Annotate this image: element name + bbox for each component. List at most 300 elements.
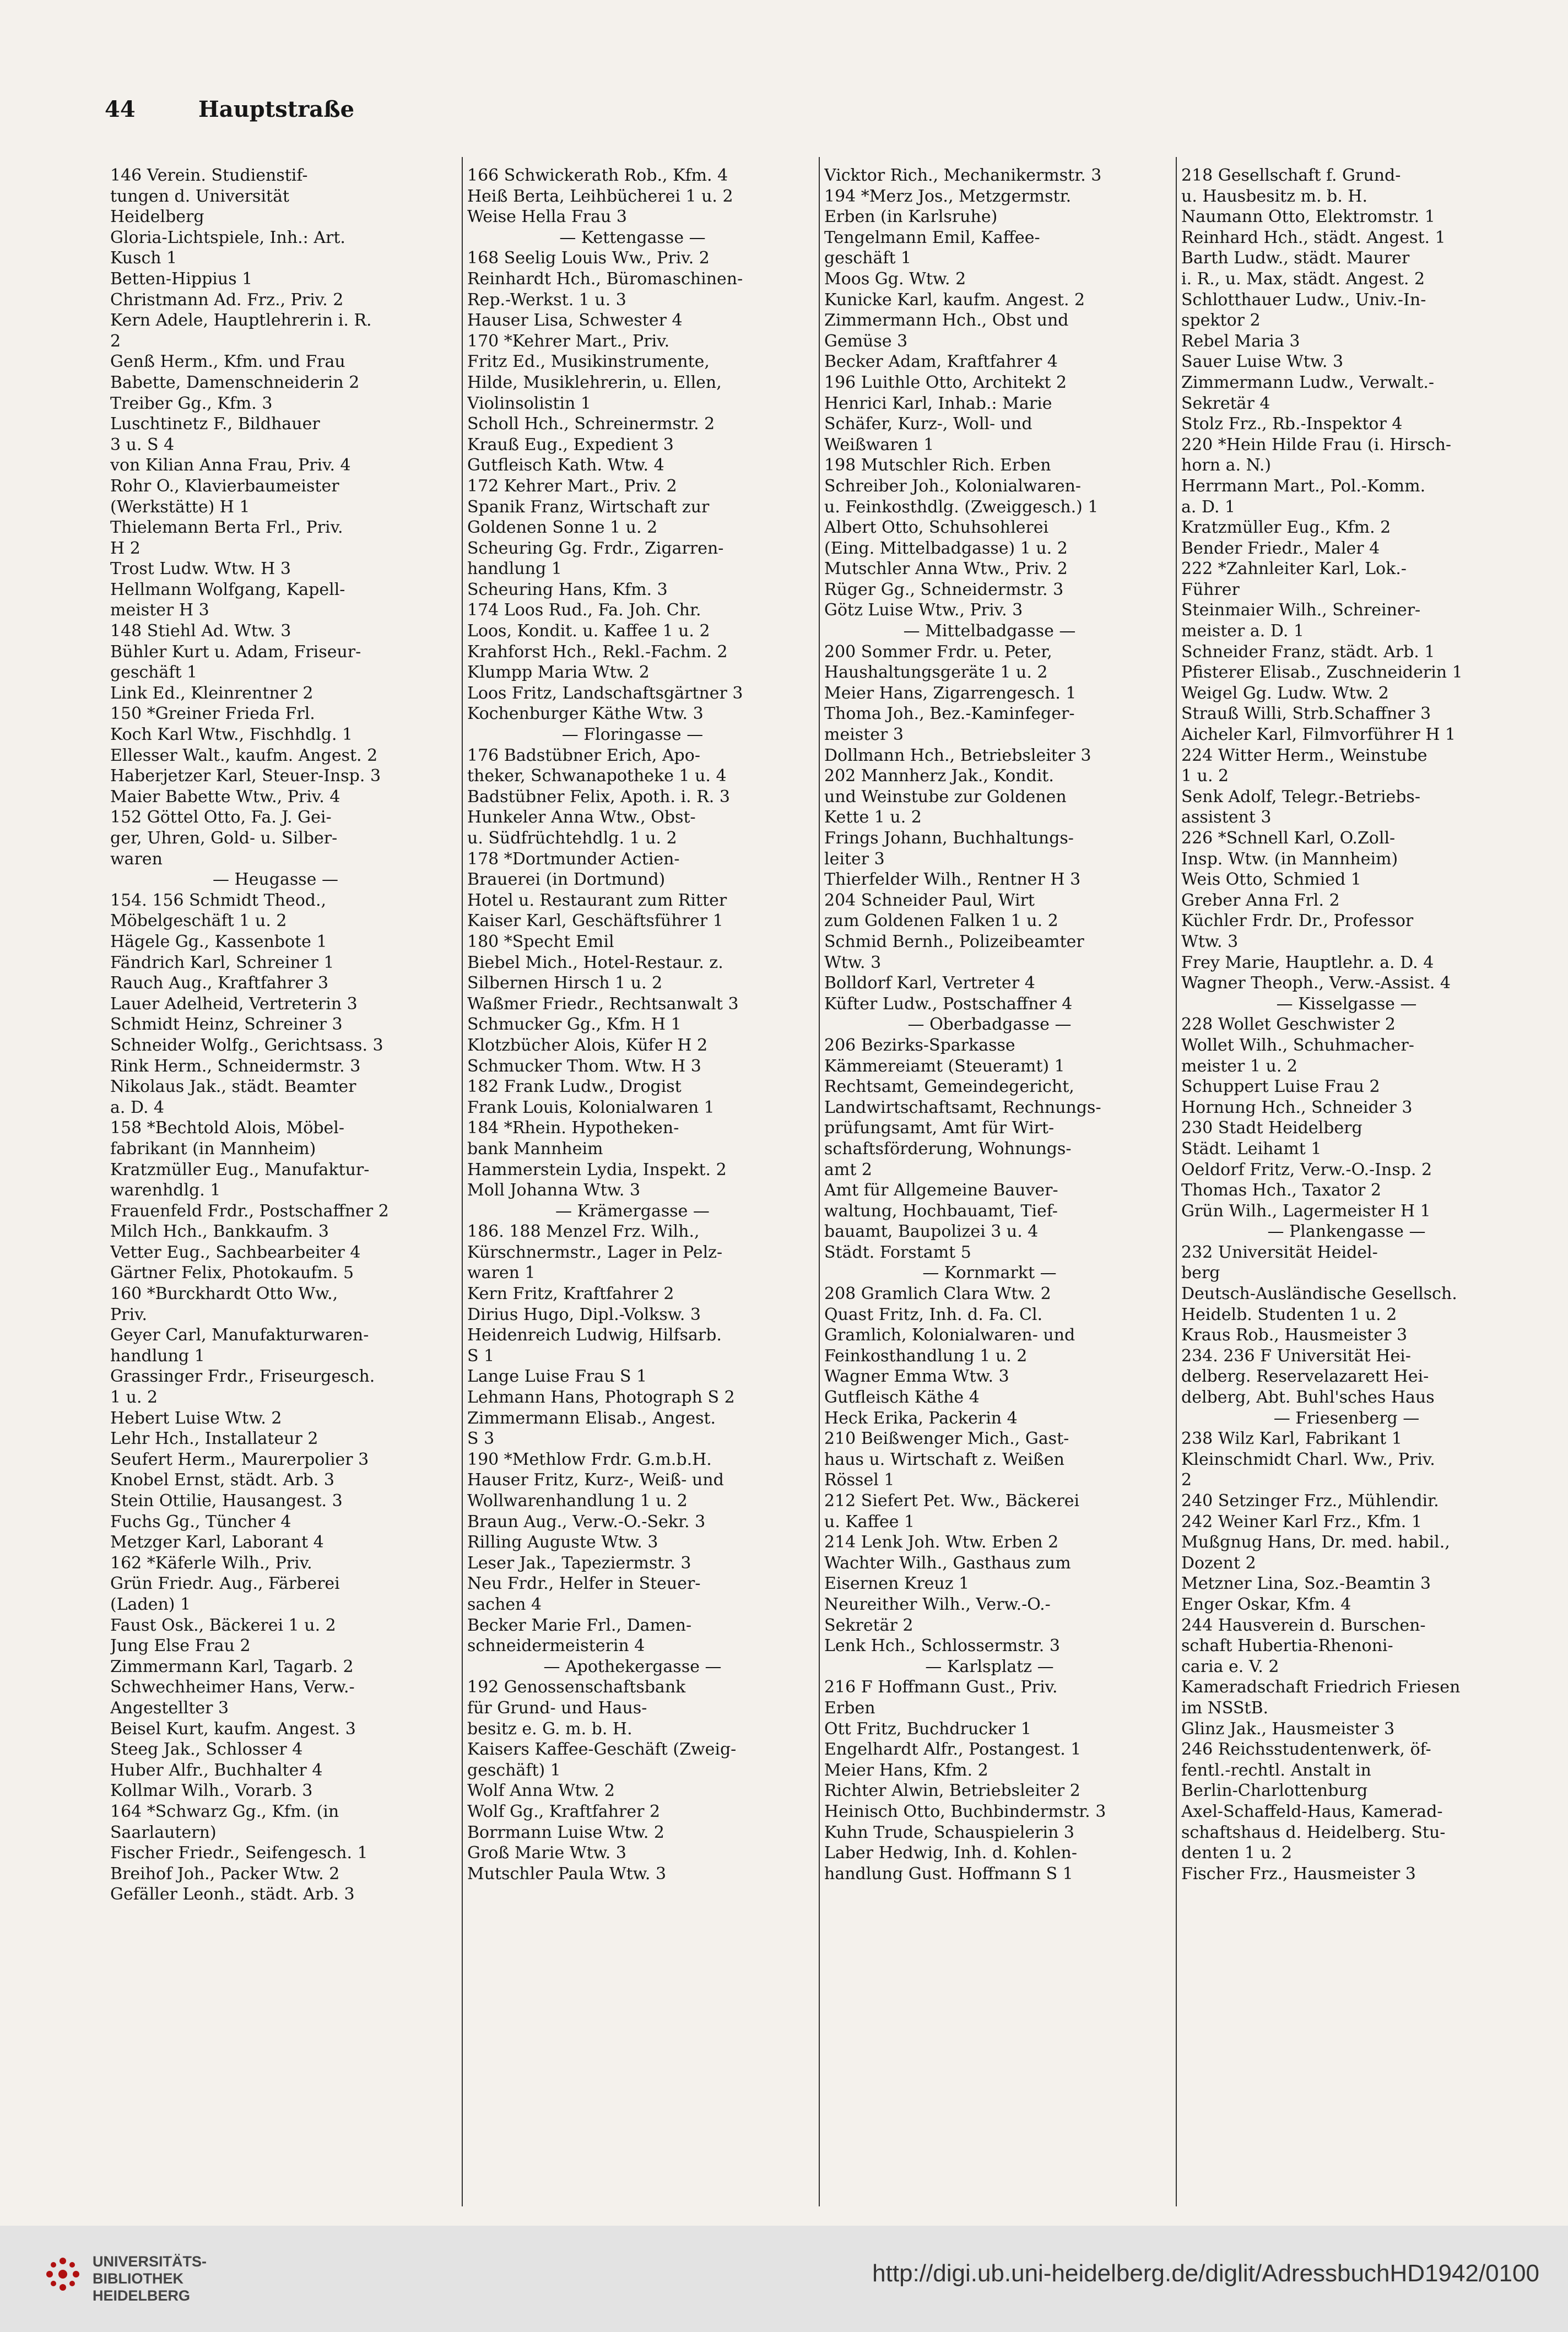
directory-entry: Schlotthauer Ludw., Univ.-In-: [1181, 290, 1426, 310]
directory-entry: Lange Luise Frau S 1: [467, 1367, 647, 1387]
directory-entry: 216 F Hoffmann Gust., Priv.: [824, 1678, 1058, 1697]
column-divider: [1176, 157, 1177, 2206]
directory-entry: u. Kaffee 1: [824, 1512, 915, 1532]
directory-entry: zum Goldenen Falken 1 u. 2: [824, 911, 1058, 931]
directory-entry: Zimmermann Karl, Tagarb. 2: [110, 1657, 354, 1676]
directory-entry: Hägele Gg., Kassenbote 1: [110, 932, 327, 951]
directory-entry: Mutschler Paula Wtw. 3: [467, 1864, 667, 1884]
directory-entry: Aicheler Karl, Filmvorführer H 1: [1181, 725, 1456, 745]
directory-entry: Ott Fritz, Buchdrucker 1: [824, 1719, 1031, 1739]
directory-entry: Berlin-Charlottenburg: [1181, 1781, 1368, 1801]
directory-entry: 178 *Dortmunder Actien-: [467, 849, 680, 869]
directory-entry: Dozent 2: [1181, 1553, 1256, 1573]
directory-entry: geschäft) 1: [467, 1760, 561, 1780]
directory-entry: Wagner Emma Wtw. 3: [824, 1367, 1009, 1387]
directory-entry: Senk Adolf, Telegr.-Betriebs-: [1181, 787, 1420, 807]
directory-entry: Schmidt Heinz, Schreiner 3: [110, 1015, 343, 1035]
directory-entry: Kunicke Karl, kaufm. Angest. 2: [824, 290, 1085, 310]
directory-entry: sachen 4: [467, 1594, 542, 1614]
directory-entry: Zimmermann Elisab., Angest.: [467, 1408, 716, 1428]
directory-entry: Gutfleisch Käthe 4: [824, 1388, 980, 1408]
directory-entry: 228 Wollet Geschwister 2: [1181, 1015, 1396, 1035]
directory-entry: Enger Oskar, Kfm. 4: [1181, 1594, 1351, 1614]
directory-entry: handlung Gust. Hoffmann S 1: [824, 1864, 1073, 1884]
directory-entry: 174 Loos Rud., Fa. Joh. Chr.: [467, 600, 701, 620]
directory-entry: 204 Schneider Paul, Wirt: [824, 890, 1035, 910]
directory-entry: Spanik Franz, Wirtschaft zur: [467, 497, 710, 517]
directory-entry: Landwirtschaftsamt, Rechnungs-: [824, 1097, 1101, 1117]
directory-entry: 1 u. 2: [1181, 766, 1229, 786]
directory-entry: Dirius Hugo, Dipl.-Volksw. 3: [467, 1305, 701, 1324]
directory-entry: Mußgnug Hans, Dr. med. habil.,: [1181, 1533, 1450, 1552]
library-name-line: BIBLIOTHEK: [93, 2270, 183, 2287]
directory-entry: Kette 1 u. 2: [824, 808, 922, 827]
source-url-link[interactable]: http://digi.ub.uni-heidelberg.de/diglit/AdressbuchHD1942/0100: [872, 2260, 1539, 2287]
directory-entry: 148 Stiehl Ad. Wtw. 3: [110, 621, 291, 641]
footer-bar: [0, 2226, 1568, 2332]
directory-entry: 210 Beißwenger Mich., Gast-: [824, 1429, 1069, 1449]
directory-entry: Kusch 1: [110, 248, 177, 268]
directory-entry: Biebel Mich., Hotel-Restaur. z.: [467, 953, 723, 972]
directory-entry: Wollwarenhandlung 1 u. 2: [467, 1491, 688, 1511]
directory-entry: Priv.: [110, 1305, 148, 1324]
directory-entry: Loos Fritz, Landschaftsgärtner 3: [467, 683, 743, 703]
directory-entry: Kürschnermstr., Lager in Pelz-: [467, 1242, 723, 1262]
directory-entry: haus u. Wirtschaft z. Weißen: [824, 1449, 1064, 1469]
directory-entry: Wollet Wilh., Schuhmacher-: [1181, 1035, 1414, 1055]
directory-entry: Mutschler Anna Wtw., Priv. 2: [824, 559, 1068, 579]
directory-entry: Wtw. 3: [1181, 932, 1239, 951]
directory-entry: 164 *Schwarz Gg., Kfm. (in: [110, 1801, 339, 1821]
directory-entry: Nikolaus Jak., städt. Beamter: [110, 1077, 356, 1097]
street-section-heading: — Heugasse —: [213, 870, 338, 890]
directory-entry: für Grund- und Haus-: [467, 1698, 647, 1718]
directory-entry: Thierfelder Wilh., Rentner H 3: [824, 870, 1081, 890]
directory-entry: Wolf Anna Wtw. 2: [467, 1781, 615, 1801]
directory-entry: Meier Hans, Kfm. 2: [824, 1760, 988, 1780]
library-name: [93, 2253, 207, 2304]
directory-entry: Brauerei (in Dortmund): [467, 870, 666, 890]
directory-entry: Stein Ottilie, Hausangest. 3: [110, 1491, 343, 1511]
directory-entry: 172 Kehrer Mart., Priv. 2: [467, 476, 677, 496]
directory-entry: Thoma Joh., Bez.-Kaminfeger-: [824, 704, 1075, 724]
directory-entry: Rebel Maria 3: [1181, 331, 1300, 351]
directory-entry: Schmid Bernh., Polizeibeamter: [824, 932, 1084, 951]
directory-entry: S 3: [467, 1429, 495, 1449]
directory-entry: geschäft 1: [110, 663, 198, 683]
directory-entry: Trost Ludw. Wtw. H 3: [110, 559, 291, 579]
directory-entry: Wolf Gg., Kraftfahrer 2: [467, 1801, 661, 1821]
directory-entry: Wachter Wilh., Gasthaus zum: [824, 1553, 1071, 1573]
directory-entry: Christmann Ad. Frz., Priv. 2: [110, 290, 344, 310]
directory-entry: delberg, Abt. Buhl'sches Haus: [1181, 1388, 1435, 1408]
directory-entry: 234. 236 F Universität Hei-: [1181, 1346, 1411, 1366]
directory-entry: Stolz Frz., Rb.-Inspektor 4: [1181, 414, 1403, 434]
directory-entry: Knobel Ernst, städt. Arb. 3: [110, 1470, 335, 1490]
directory-entry: Babette, Damenschneiderin 2: [110, 372, 360, 392]
directory-entry: Pfisterer Elisab., Zuschneiderin 1: [1181, 663, 1463, 683]
column-divider: [819, 157, 820, 2206]
directory-entry: Hauser Fritz, Kurz-, Weiß- und: [467, 1470, 724, 1490]
directory-entry: 2: [1181, 1470, 1192, 1490]
directory-entry: Luschtinetz F., Bildhauer: [110, 414, 320, 434]
directory-entry: Saarlautern): [110, 1822, 217, 1842]
directory-entry: bank Mannheim: [467, 1139, 603, 1159]
directory-entry: 3 u. S 4: [110, 435, 175, 455]
directory-entry: 242 Weiner Karl Frz., Kfm. 1: [1181, 1512, 1422, 1532]
street-section-heading: — Oberbadgasse —: [907, 1015, 1072, 1035]
directory-entry: Hauser Lisa, Schwester 4: [467, 311, 683, 331]
directory-entry: 208 Gramlich Clara Wtw. 2: [824, 1284, 1051, 1304]
directory-entry: Kern Fritz, Kraftfahrer 2: [467, 1284, 674, 1304]
directory-entry: 150 *Greiner Frieda Frl.: [110, 704, 315, 724]
directory-entry: Fuchs Gg., Tüncher 4: [110, 1512, 291, 1532]
directory-column-4: [1181, 165, 1512, 2204]
directory-entry: Reinhardt Hch., Büromaschinen-: [467, 269, 743, 289]
directory-entry: Scheuring Gg. Frdr., Zigarren-: [467, 538, 724, 558]
directory-entry: 1 u. 2: [110, 1388, 158, 1408]
directory-entry: Albert Otto, Schuhsohlerei: [824, 518, 1049, 538]
directory-entry: Groß Marie Wtw. 3: [467, 1843, 626, 1863]
directory-entry: Tengelmann Emil, Kaffee-: [824, 228, 1040, 247]
directory-entry: 182 Frank Ludw., Drogist: [467, 1077, 682, 1097]
directory-entry: Richter Alwin, Betriebsleiter 2: [824, 1781, 1080, 1801]
directory-entry: Krauß Eug., Expedient 3: [467, 435, 674, 455]
directory-entry: Schmucker Thom. Wtw. H 3: [467, 1056, 701, 1076]
directory-entry: 196 Luithle Otto, Architekt 2: [824, 372, 1067, 392]
directory-entry: Maier Babette Wtw., Priv. 4: [110, 787, 340, 807]
directory-entry: Kraus Rob., Hausmeister 3: [1181, 1325, 1408, 1345]
directory-entry: Goldenen Sonne 1 u. 2: [467, 518, 658, 538]
directory-entry: 170 *Kehrer Mart., Priv.: [467, 331, 670, 351]
directory-entry: Schwechheimer Hans, Verw.-: [110, 1678, 355, 1697]
directory-entry: u. Feinkosthdlg. (Zweiggesch.) 1: [824, 497, 1099, 517]
directory-entry: Städt. Leihamt 1: [1181, 1139, 1322, 1159]
directory-entry: Fischer Friedr., Seifengesch. 1: [110, 1843, 368, 1863]
directory-entry: Breihof Joh., Packer Wtw. 2: [110, 1864, 340, 1884]
directory-entry: (Werkstätte) H 1: [110, 497, 250, 517]
directory-entry: Jung Else Frau 2: [110, 1636, 251, 1656]
directory-entry: ger, Uhren, Gold- u. Silber-: [110, 829, 338, 848]
directory-entry: 238 Wilz Karl, Fabrikant 1: [1181, 1429, 1402, 1449]
directory-entry: 206 Bezirks-Sparkasse: [824, 1035, 1015, 1055]
directory-entry: Amt für Allgemeine Bauver-: [824, 1181, 1058, 1200]
directory-entry: Schreiber Joh., Kolonialwaren-: [824, 476, 1082, 496]
directory-entry: 222 *Zahnleiter Karl, Lok.-: [1181, 559, 1407, 579]
directory-entry: Fischer Frz., Hausmeister 3: [1181, 1864, 1416, 1884]
directory-entry: Scheuring Hans, Kfm. 3: [467, 580, 668, 599]
directory-entry: Sekretär 4: [1181, 393, 1270, 413]
directory-entry: Grün Wilh., Lagermeister H 1: [1181, 1201, 1431, 1221]
directory-entry: 226 *Schnell Karl, O.Zoll-: [1181, 829, 1396, 848]
directory-entry: bauamt, Baupolizei 3 u. 4: [824, 1222, 1039, 1242]
directory-entry: Deutsch-Ausländische Gesellsch.: [1181, 1284, 1457, 1304]
directory-entry: Zimmermann Ludw., Verwalt.-: [1181, 372, 1435, 392]
directory-entry: meister 1 u. 2: [1181, 1056, 1297, 1076]
directory-entry: meister a. D. 1: [1181, 621, 1304, 641]
directory-entry: 244 Hausverein d. Burschen-: [1181, 1615, 1426, 1635]
directory-entry: Kern Adele, Hauptlehrerin i. R.: [110, 311, 372, 331]
directory-entry: H 2: [110, 538, 140, 558]
directory-entry: a. D. 4: [110, 1097, 165, 1117]
directory-column-3: [824, 165, 1155, 2204]
street-section-heading: — Karlsplatz —: [925, 1657, 1054, 1676]
directory-entry: Insp. Wtw. (in Mannheim): [1181, 849, 1398, 869]
directory-entry: 202 Mannherz Jak., Kondit.: [824, 766, 1054, 786]
directory-entry: Betten-Hippius 1: [110, 269, 253, 289]
directory-entry: Milch Hch., Bankkaufm. 3: [110, 1222, 329, 1242]
directory-entry: Metzger Karl, Laborant 4: [110, 1533, 324, 1552]
directory-entry: Bender Friedr., Maler 4: [1181, 538, 1380, 558]
directory-entry: a. D. 1: [1181, 497, 1236, 517]
directory-entry: Waßmer Friedr., Rechtsanwalt 3: [467, 994, 739, 1014]
directory-entry: u. Südfrüchtehdlg. 1 u. 2: [467, 829, 677, 848]
directory-entry: 158 *Bechtold Alois, Möbel-: [110, 1118, 345, 1138]
directory-entry: 2: [110, 331, 121, 351]
directory-entry: 160 *Burckhardt Otto Ww.,: [110, 1284, 338, 1304]
directory-entry: 192 Genossenschaftsbank: [467, 1678, 686, 1697]
directory-entry: Silbernen Hirsch 1 u. 2: [467, 973, 663, 993]
directory-entry: Faust Osk., Bäckerei 1 u. 2: [110, 1615, 336, 1635]
directory-entry: Huber Alfr., Buchhalter 4: [110, 1760, 323, 1780]
directory-entry: Dollmann Hch., Betriebsleiter 3: [824, 745, 1091, 765]
directory-entry: Kämmereiamt (Steueramt) 1: [824, 1056, 1065, 1076]
directory-entry: im NSStB.: [1181, 1698, 1269, 1718]
directory-entry: fentl.-rechtl. Anstalt in: [1181, 1760, 1371, 1780]
directory-entry: Moll Johanna Wtw. 3: [467, 1181, 641, 1200]
directory-entry: Führer: [1181, 580, 1240, 599]
directory-entry: Reinhard Hch., städt. Angest. 1: [1181, 228, 1446, 247]
directory-entry: Herrmann Mart., Pol.-Komm.: [1181, 476, 1426, 496]
street-section-heading: — Friesenberg —: [1273, 1408, 1420, 1428]
directory-entry: Schneider Franz, städt. Arb. 1: [1181, 642, 1435, 662]
street-section-heading: — Krämergasse —: [555, 1201, 710, 1221]
directory-entry: Kameradschaft Friedrich Friesen: [1181, 1678, 1461, 1697]
directory-entry: Axel-Schaffeld-Haus, Kamerad-: [1181, 1801, 1443, 1821]
street-section-heading: — Mittelbadgasse —: [903, 621, 1076, 641]
directory-entry: geschäft 1: [824, 248, 912, 268]
directory-entry: spektor 2: [1181, 311, 1261, 331]
directory-entry: meister 3: [824, 725, 904, 745]
directory-entry: Fändrich Karl, Schreiner 1: [110, 953, 334, 972]
directory-entry: Neu Frdr., Helfer in Steuer-: [467, 1574, 701, 1594]
directory-entry: schaftsförderung, Wohnungs-: [824, 1139, 1072, 1159]
directory-entry: Erben (in Karlsruhe): [824, 207, 998, 227]
directory-entry: Lenk Hch., Schlossermstr. 3: [824, 1636, 1060, 1656]
directory-entry: Meier Hans, Zigarrengesch. 1: [824, 683, 1077, 703]
directory-entry: Lehr Hch., Installateur 2: [110, 1429, 318, 1449]
directory-entry: Gefäller Leonh., städt. Arb. 3: [110, 1885, 355, 1904]
directory-entry: 230 Stadt Heidelberg: [1181, 1118, 1362, 1138]
directory-entry: Bolldorf Karl, Vertreter 4: [824, 973, 1035, 993]
directory-entry: (Eing. Mittelbadgasse) 1 u. 2: [824, 538, 1068, 558]
directory-entry: Vetter Eug., Sachbearbeiter 4: [110, 1242, 361, 1262]
directory-entry: 154. 156 Schmidt Theod.,: [110, 890, 327, 910]
directory-entry: Kaisers Kaffee-Geschäft (Zweig-: [467, 1740, 737, 1760]
directory-entry: Schmucker Gg., Kfm. H 1: [467, 1015, 682, 1035]
street-section-heading: — Kornmarkt —: [922, 1263, 1057, 1283]
directory-entry: Zimmermann Hch., Obst und: [824, 311, 1069, 331]
directory-entry: Naumann Otto, Elektromstr. 1: [1181, 207, 1435, 227]
directory-entry: 212 Siefert Pet. Ww., Bäckerei: [824, 1491, 1080, 1511]
directory-entry: Frey Marie, Hauptlehr. a. D. 4: [1181, 953, 1434, 972]
directory-entry: Rep.-Werkst. 1 u. 3: [467, 290, 626, 310]
directory-entry: 168 Seelig Louis Ww., Priv. 2: [467, 248, 710, 268]
directory-entry: Frauenfeld Frdr., Postschaffner 2: [110, 1201, 389, 1221]
directory-entry: Geyer Carl, Manufakturwaren-: [110, 1325, 369, 1345]
directory-entry: Kaiser Karl, Geschäftsführer 1: [467, 911, 723, 931]
directory-entry: Heiß Berta, Leihbücherei 1 u. 2: [467, 186, 733, 206]
directory-entry: Krahforst Hch., Rekl.-Fachm. 2: [467, 642, 728, 662]
directory-entry: Strauß Willi, Strb.Schaffner 3: [1181, 704, 1431, 724]
directory-entry: 184 *Rhein. Hypotheken-: [467, 1118, 679, 1138]
directory-entry: Möbelgeschäft 1 u. 2: [110, 911, 287, 931]
directory-entry: Lehmann Hans, Photograph S 2: [467, 1388, 735, 1408]
directory-entry: Klotzbücher Alois, Küfer H 2: [467, 1035, 708, 1055]
directory-entry: Barth Ludw., städt. Maurer: [1181, 248, 1410, 268]
directory-entry: Kratzmüller Eug., Manufaktur-: [110, 1160, 370, 1179]
directory-entry: Rüger Gg., Schneidermstr. 3: [824, 580, 1064, 599]
street-section-heading: — Floringasse —: [561, 725, 704, 745]
directory-entry: meister H 3: [110, 600, 209, 620]
directory-entry: Vicktor Rich., Mechanikermstr. 3: [824, 166, 1102, 185]
directory-entry: waltung, Hochbauamt, Tief-: [824, 1201, 1058, 1221]
directory-entry: u. Hausbesitz m. b. H.: [1181, 186, 1367, 206]
directory-entry: Kratzmüller Eug., Kfm. 2: [1181, 518, 1391, 538]
directory-entry: 224 Witter Herm., Weinstube: [1181, 745, 1428, 765]
directory-entry: 152 Göttel Otto, Fa. J. Gei-: [110, 808, 332, 827]
directory-entry: prüfungsamt, Amt für Wirt-: [824, 1118, 1055, 1138]
directory-entry: 246 Reichsstudentenwerk, öf-: [1181, 1740, 1431, 1760]
directory-entry: 166 Schwickerath Rob., Kfm. 4: [467, 166, 728, 185]
directory-entry: berg: [1181, 1263, 1220, 1283]
page-number: 44: [105, 96, 136, 122]
directory-entry: Beisel Kurt, kaufm. Angest. 3: [110, 1719, 356, 1739]
directory-entry: Wtw. 3: [824, 953, 882, 972]
directory-entry: Fritz Ed., Musikinstrumente,: [467, 352, 710, 372]
directory-entry: Frank Louis, Kolonialwaren 1: [467, 1097, 715, 1117]
directory-entry: 190 *Methlow Frdr. G.m.b.H.: [467, 1449, 712, 1469]
library-name-line: HEIDELBERG: [93, 2287, 191, 2304]
directory-entry: Braun Aug., Verw.-O.-Sekr. 3: [467, 1512, 706, 1532]
directory-entry: Kleinschmidt Charl. Ww., Priv.: [1181, 1449, 1435, 1469]
directory-entry: 220 *Hein Hilde Frau (i. Hirsch-: [1181, 435, 1452, 455]
directory-entry: Heinisch Otto, Buchbindermstr. 3: [824, 1801, 1106, 1821]
directory-entry: delberg. Reservelazarett Hei-: [1181, 1367, 1429, 1387]
directory-entry: von Kilian Anna Frau, Priv. 4: [110, 456, 351, 475]
directory-entry: 146 Verein. Studienstif-: [110, 166, 308, 185]
directory-entry: Sauer Luise Wtw. 3: [1181, 352, 1344, 372]
directory-entry: handlung 1: [467, 559, 562, 579]
directory-entry: Becker Marie Frl., Damen-: [467, 1615, 692, 1635]
directory-entry: Steeg Jak., Schlosser 4: [110, 1740, 303, 1760]
directory-entry: Bühler Kurt u. Adam, Friseur-: [110, 642, 361, 662]
directory-entry: Ellesser Walt., kaufm. Angest. 2: [110, 745, 378, 765]
directory-entry: Hunkeler Anna Wtw., Obst-: [467, 808, 696, 827]
directory-entry: 186. 188 Menzel Frz. Wilh.,: [467, 1222, 700, 1242]
directory-entry: Hammerstein Lydia, Inspekt. 2: [467, 1160, 727, 1179]
running-title: Hauptstraße: [198, 96, 355, 122]
directory-entry: theker, Schwanapotheke 1 u. 4: [467, 766, 727, 786]
directory-entry: caria e. V. 2: [1181, 1657, 1279, 1676]
street-section-heading: — Apothekergasse —: [543, 1657, 722, 1676]
directory-entry: S 1: [467, 1346, 495, 1366]
directory-entry: Hornung Hch., Schneider 3: [1181, 1097, 1413, 1117]
directory-column-1: [110, 165, 441, 2204]
directory-entry: besitz e. G. m. b. H.: [467, 1719, 632, 1739]
directory-entry: Rohr O., Klavierbaumeister: [110, 476, 339, 496]
directory-entry: Koch Karl Wtw., Fischhdlg. 1: [110, 725, 353, 745]
directory-entry: Rilling Auguste Wtw. 3: [467, 1533, 658, 1552]
directory-entry: Treiber Gg., Kfm. 3: [110, 393, 273, 413]
directory-entry: Genß Herm., Kfm. und Frau: [110, 352, 345, 372]
directory-entry: Rechtsamt, Gemeindegericht,: [824, 1077, 1074, 1097]
directory-entry: Oeldorf Fritz, Verw.-O.-Insp. 2: [1181, 1160, 1432, 1179]
directory-entry: horn a. N.): [1181, 456, 1272, 475]
directory-entry: i. R., u. Max, städt. Angest. 2: [1181, 269, 1425, 289]
directory-entry: Gemüse 3: [824, 331, 908, 351]
directory-entry: Gutfleisch Kath. Wtw. 4: [467, 456, 664, 475]
directory-entry: 218 Gesellschaft f. Grund-: [1181, 166, 1401, 185]
directory-entry: 200 Sommer Frdr. u. Peter,: [824, 642, 1052, 662]
directory-entry: 180 *Specht Emil: [467, 932, 614, 951]
directory-entry: Götz Luise Wtw., Priv. 3: [824, 600, 1023, 620]
directory-entry: Heidelberg: [110, 207, 204, 227]
directory-entry: Scholl Hch., Schreinermstr. 2: [467, 414, 715, 434]
directory-entry: leiter 3: [824, 849, 885, 869]
directory-entry: Glinz Jak., Hausmeister 3: [1181, 1719, 1395, 1739]
directory-entry: Hotel u. Restaurant zum Ritter: [467, 890, 727, 910]
directory-entry: Rink Herm., Schneidermstr. 3: [110, 1056, 361, 1076]
library-name-line: UNIVERSITÄTS-: [93, 2253, 207, 2270]
directory-entry: Borrmann Luise Wtw. 2: [467, 1822, 664, 1842]
directory-entry: Küfter Ludw., Postschaffner 4: [824, 994, 1073, 1014]
directory-entry: Küchler Frdr. Dr., Professor: [1181, 911, 1414, 931]
directory-column-2: [467, 165, 798, 2204]
directory-entry: und Weinstube zur Goldenen: [824, 787, 1067, 807]
directory-entry: handlung 1: [110, 1346, 205, 1366]
directory-entry: 198 Mutschler Rich. Erben: [824, 456, 1051, 475]
directory-entry: Thielemann Berta Frl., Priv.: [110, 518, 343, 538]
directory-entry: Weigel Gg. Ludw. Wtw. 2: [1181, 683, 1389, 703]
directory-entry: Thomas Hch., Taxator 2: [1181, 1181, 1382, 1200]
directory-entry: Schneider Wolfg., Gerichtsass. 3: [110, 1035, 383, 1055]
directory-entry: Kochenburger Käthe Wtw. 3: [467, 704, 704, 724]
directory-entry: Leser Jak., Tapeziermstr. 3: [467, 1553, 691, 1573]
directory-entry: Rössel 1: [824, 1470, 895, 1490]
directory-entry: Quast Fritz, Inh. d. Fa. Cl.: [824, 1305, 1043, 1324]
street-section-heading: — Kisselgasse —: [1276, 994, 1417, 1014]
directory-entry: Kollmar Wilh., Vorarb. 3: [110, 1781, 313, 1801]
directory-entry: Heidenreich Ludwig, Hilfsarb.: [467, 1325, 722, 1345]
directory-entry: Loos, Kondit. u. Kaffee 1 u. 2: [467, 621, 710, 641]
column-divider: [462, 157, 463, 2206]
directory-entry: 162 *Käferle Wilh., Priv.: [110, 1553, 312, 1573]
directory-entry: 194 *Merz Jos., Metzgermstr.: [824, 186, 1072, 206]
directory-entry: Eisernen Kreuz 1: [824, 1574, 970, 1594]
directory-entry: Steinmaier Wilh., Schreiner-: [1181, 600, 1421, 620]
directory-entry: Heidelb. Studenten 1 u. 2: [1181, 1305, 1397, 1324]
directory-entry: 176 Badstübner Erich, Apo-: [467, 745, 700, 765]
directory-entry: Grassinger Frdr., Friseurgesch.: [110, 1367, 375, 1387]
directory-entry: Rauch Aug., Kraftfahrer 3: [110, 973, 329, 993]
directory-entry: Greber Anna Frl. 2: [1181, 890, 1340, 910]
directory-entry: denten 1 u. 2: [1181, 1843, 1293, 1863]
directory-entry: Gramlich, Kolonialwaren- und: [824, 1325, 1075, 1345]
directory-entry: Henrici Karl, Inhab.: Marie: [824, 393, 1052, 413]
directory-entry: tungen d. Universität: [110, 186, 290, 206]
directory-entry: assistent 3: [1181, 808, 1272, 827]
